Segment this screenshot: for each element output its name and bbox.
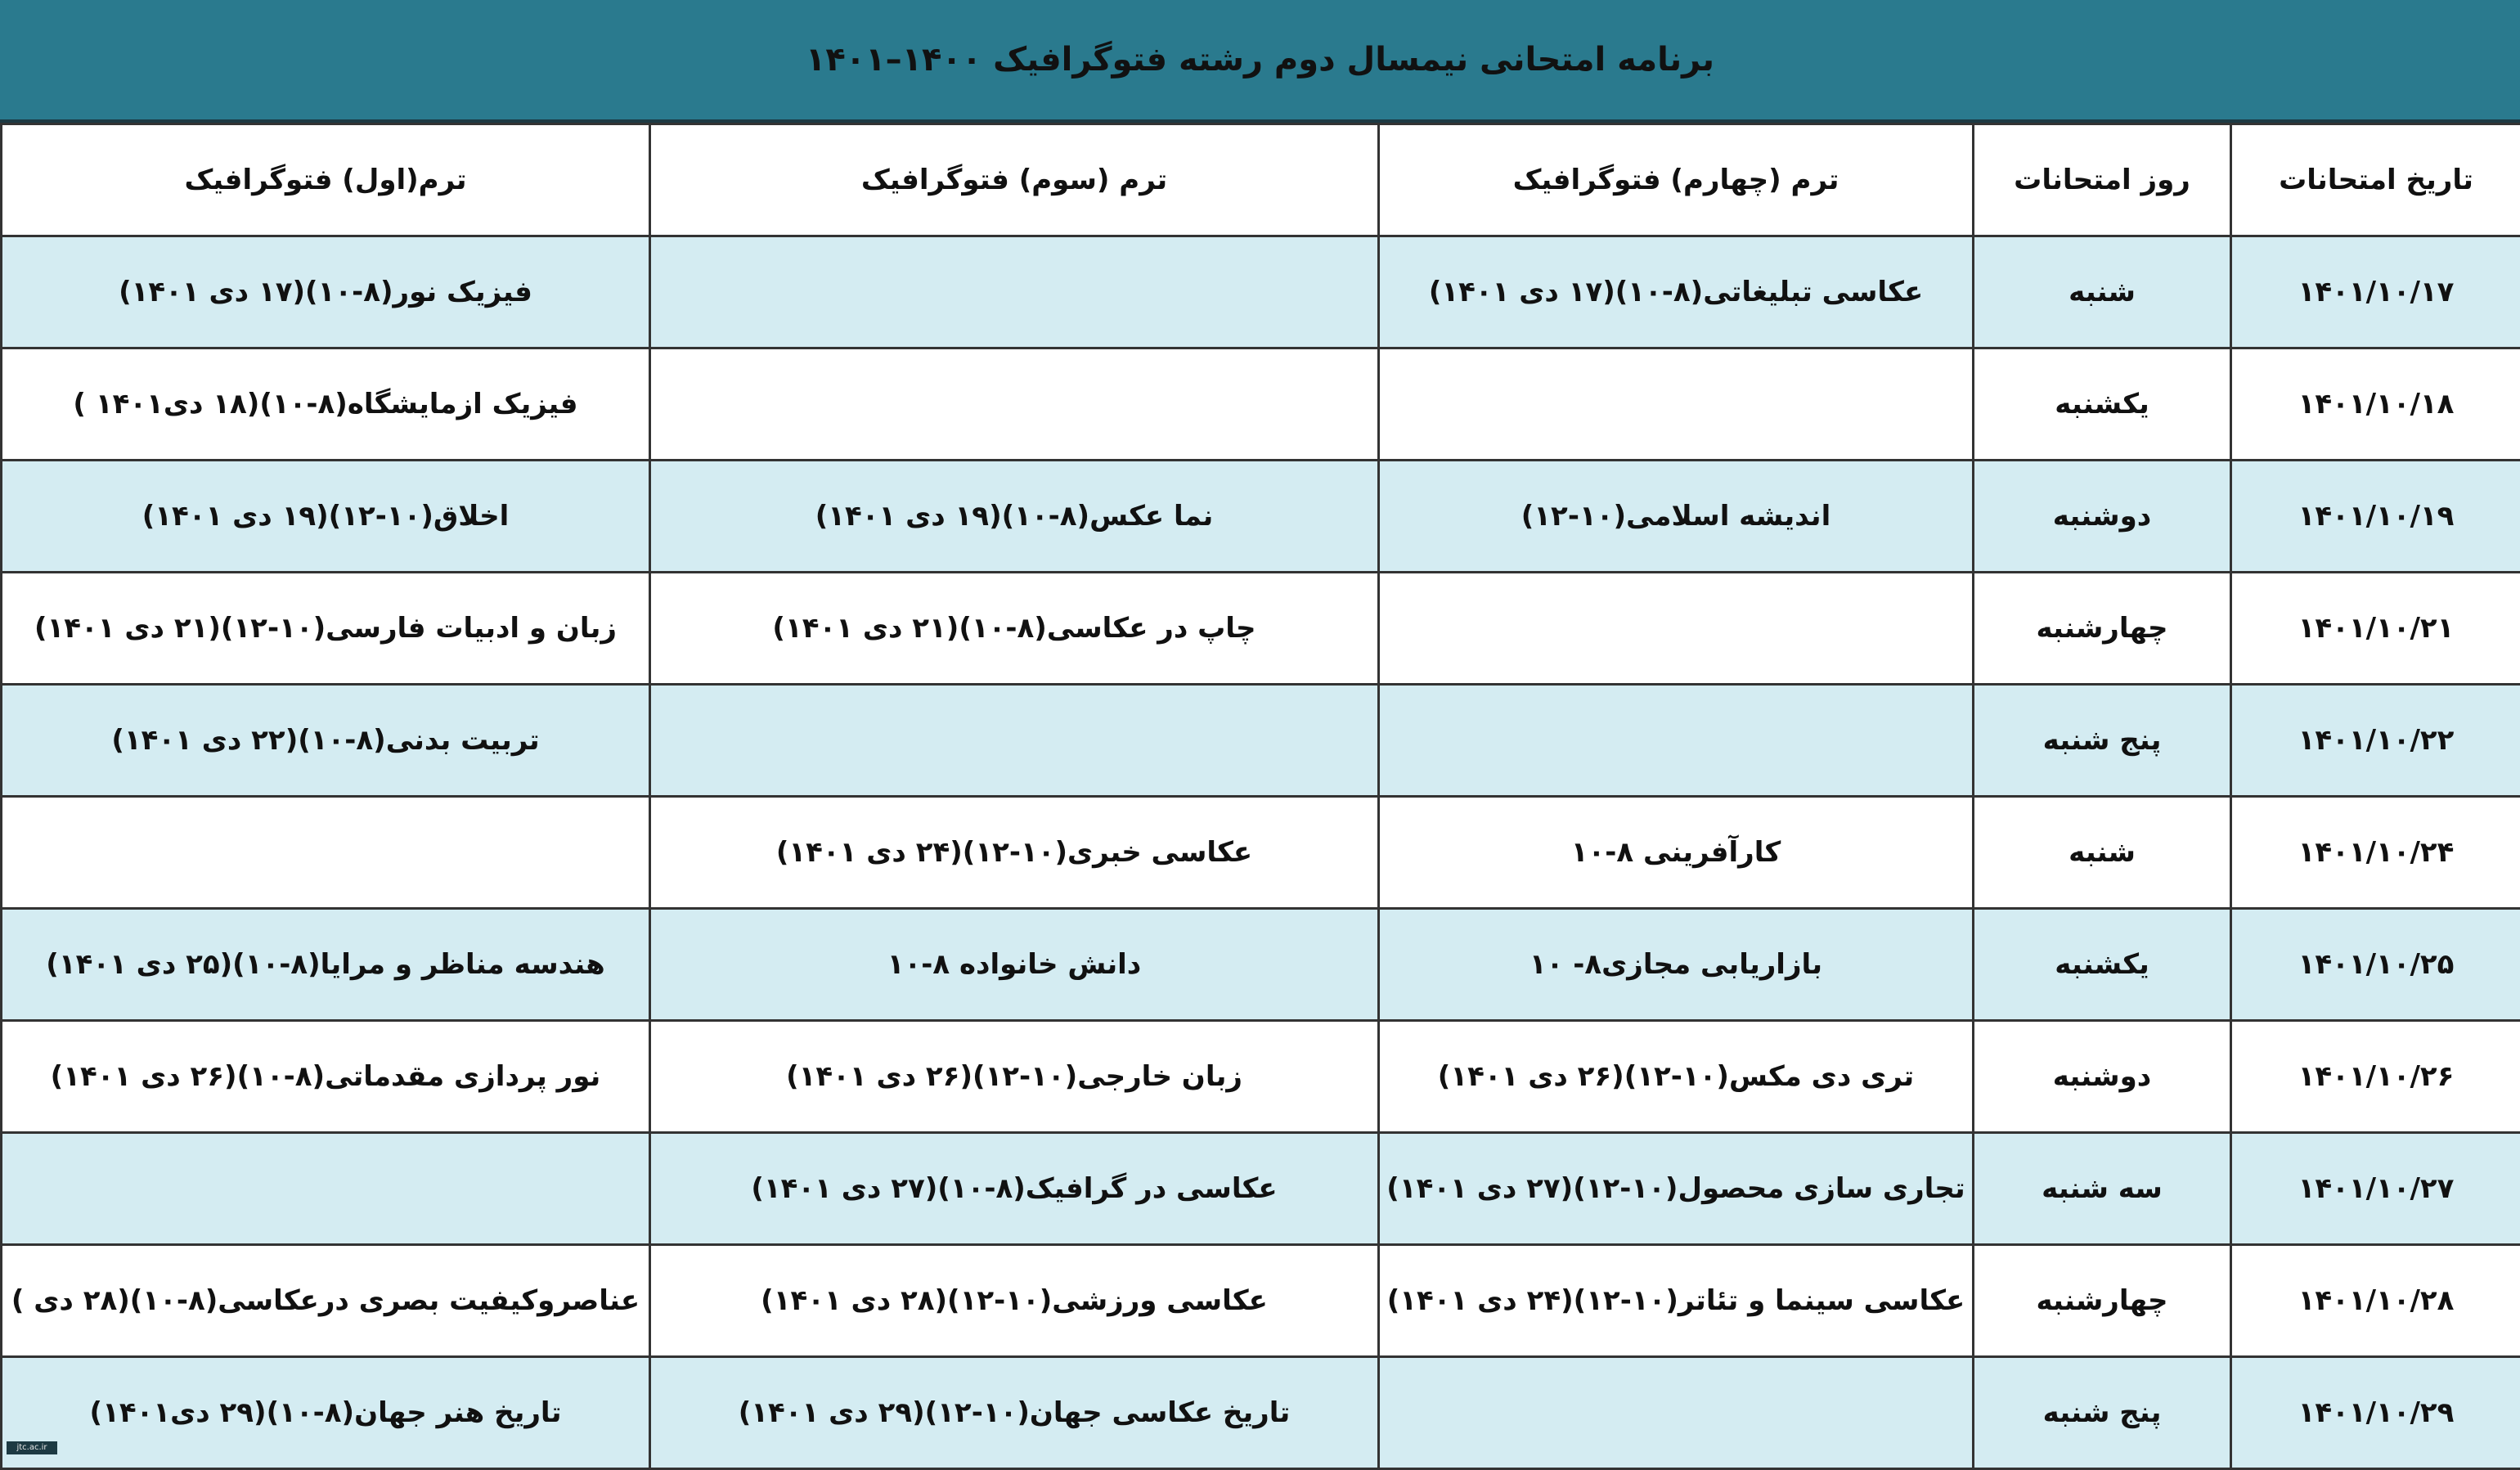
term1-course-cell: نور پردازی مقدماتی(۸-۱۰)(۲۶ دی ۱۴۰۱) (2, 1021, 650, 1133)
term1-course-cell: فیزیک ازمایشگاه(۸-۱۰)(۱۸ دی۱۴۰۱ ) (2, 348, 650, 461)
header-row (2, 124, 2520, 236)
term1-course-cell (2, 797, 650, 909)
term4-course-cell: تری دی مکس(۱۰-۱۲)(۲۶ دی ۱۴۰۱) (1379, 1021, 1974, 1133)
title-bar (0, 0, 2520, 123)
exam-date-cell: ۱۴۰۱/۱۰/۲۶ (2231, 1021, 2520, 1133)
term1-course-cell: هندسه مناظر و مرایا(۸-۱۰)(۲۵ دی ۱۴۰۱) (2, 909, 650, 1021)
exam-day-cell: سه شنبه (1974, 1133, 2231, 1245)
term4-course-cell: اندیشه اسلامی(۱۰-۱۲) (1379, 461, 1974, 573)
term1-course-cell (2, 1133, 650, 1245)
exam-date-cell: ۱۴۰۱/۱۰/۲۱ (2231, 573, 2520, 685)
term3-course-cell: عکاسی در گرافیک(۸-۱۰)(۲۷ دی ۱۴۰۱) (650, 1133, 1379, 1245)
term4-course-cell (1379, 573, 1974, 685)
exam-day-cell: پنج شنبه (1974, 685, 2231, 797)
table-row (2, 461, 2520, 573)
exam-date-cell: ۱۴۰۱/۱۰/۲۷ (2231, 1133, 2520, 1245)
exam-day-cell: شنبه (1974, 236, 2231, 348)
term3-course-cell: عکاسی ورزشی(۱۰-۱۲)(۲۸ دی ۱۴۰۱) (650, 1245, 1379, 1357)
table-row (2, 1021, 2520, 1133)
column-header-term1: ترم(اول) فتوگرافیک (2, 124, 650, 236)
term3-course-cell (650, 685, 1379, 797)
term3-course-cell: عکاسی خبری(۱۰-۱۲)(۲۴ دی ۱۴۰۱) (650, 797, 1379, 909)
term1-course-cell: تربیت بدنی(۸-۱۰)(۲۲ دی ۱۴۰۱) (2, 685, 650, 797)
table-row (2, 1357, 2520, 1469)
table-row (2, 797, 2520, 909)
term4-course-cell (1379, 685, 1974, 797)
exam-date-cell: ۱۴۰۱/۱۰/۱۹ (2231, 461, 2520, 573)
exam-date-cell: ۱۴۰۱/۱۰/۲۸ (2231, 1245, 2520, 1357)
term4-course-cell (1379, 348, 1974, 461)
column-header-term3: ترم (سوم) فتوگرافیک (650, 124, 1379, 236)
term1-course-cell: فیزیک نور(۸-۱۰)(۱۷ دی ۱۴۰۱) (2, 236, 650, 348)
exam-date-cell: ۱۴۰۱/۱۰/۱۷ (2231, 236, 2520, 348)
exam-day-cell: یکشنبه (1974, 909, 2231, 1021)
exam-day-cell: یکشنبه (1974, 348, 2231, 461)
exam-date-cell: ۱۴۰۱/۱۰/۲۵ (2231, 909, 2520, 1021)
term3-course-cell: دانش خانواده ۸-۱۰ (650, 909, 1379, 1021)
term3-course-cell: چاپ در عکاسی(۸-۱۰)(۲۱ دی ۱۴۰۱) (650, 573, 1379, 685)
table-row (2, 909, 2520, 1021)
term4-course-cell: عکاسی تبلیغاتی(۸-۱۰)(۱۷ دی ۱۴۰۱) (1379, 236, 1974, 348)
table-row (2, 1133, 2520, 1245)
column-header-day: روز امتحانات (1974, 124, 2231, 236)
exam-date-cell: ۱۴۰۱/۱۰/۲۲ (2231, 685, 2520, 797)
table-row (2, 348, 2520, 461)
term4-course-cell: تجاری سازی محصول(۱۰-۱۲)(۲۷ دی ۱۴۰۱) (1379, 1133, 1974, 1245)
term4-course-cell: بازاریابی مجازی۸- ۱۰ (1379, 909, 1974, 1021)
site-credit-badge: jtc.ac.ir (7, 1441, 57, 1454)
table-row (2, 1245, 2520, 1357)
table-row (2, 685, 2520, 797)
term4-course-cell: عکاسی سینما و تئاتر(۱۰-۱۲)(۲۴ دی ۱۴۰۱) (1379, 1245, 1974, 1357)
term4-course-cell (1379, 1357, 1974, 1469)
term1-course-cell: زبان و ادبیات فارسی(۱۰-۱۲)(۲۱ دی ۱۴۰۱) (2, 573, 650, 685)
term1-course-cell: تاریخ هنر جهان(۸-۱۰)(۲۹ دی۱۴۰۱) (2, 1357, 650, 1469)
column-header-term4: ترم (چهارم) فتوگرافیک (1379, 124, 1974, 236)
exam-day-cell: پنج شنبه (1974, 1357, 2231, 1469)
term4-course-cell: کارآفرینی ۸-۱۰ (1379, 797, 1974, 909)
exam-day-cell: چهارشنبه (1974, 573, 2231, 685)
exam-day-cell: چهارشنبه (1974, 1245, 2231, 1357)
column-header-date: تاریخ امتحانات (2231, 124, 2520, 236)
exam-date-cell: ۱۴۰۱/۱۰/۱۸ (2231, 348, 2520, 461)
table-row (2, 573, 2520, 685)
exam-date-cell: ۱۴۰۱/۱۰/۲۴ (2231, 797, 2520, 909)
term3-course-cell (650, 236, 1379, 348)
exam-day-cell: شنبه (1974, 797, 2231, 909)
term3-course-cell: زبان خارجی(۱۰-۱۲)(۲۶ دی ۱۴۰۱) (650, 1021, 1379, 1133)
table-row (2, 236, 2520, 348)
term3-course-cell: نما عکس(۸-۱۰)(۱۹ دی ۱۴۰۱) (650, 461, 1379, 573)
term3-course-cell (650, 348, 1379, 461)
term3-course-cell: تاریخ عکاسی جهان(۱۰-۱۲)(۲۹ دی ۱۴۰۱) (650, 1357, 1379, 1469)
term1-course-cell: اخلاق(۱۰-۱۲)(۱۹ دی ۱۴۰۱) (2, 461, 650, 573)
exam-day-cell: دوشنبه (1974, 1021, 2231, 1133)
page-title: برنامه امتحانی نیمسال دوم رشته فتوگرافیک ۱۴۰۰–۱۴۰۱ (806, 41, 1714, 79)
term1-course-cell: عناصروکیفیت بصری درعکاسی(۸-۱۰)(۲۸ دی ) (2, 1245, 650, 1357)
exam-schedule-table (0, 123, 2520, 1470)
exam-date-cell: ۱۴۰۱/۱۰/۲۹ (2231, 1357, 2520, 1469)
exam-day-cell: دوشنبه (1974, 461, 2231, 573)
